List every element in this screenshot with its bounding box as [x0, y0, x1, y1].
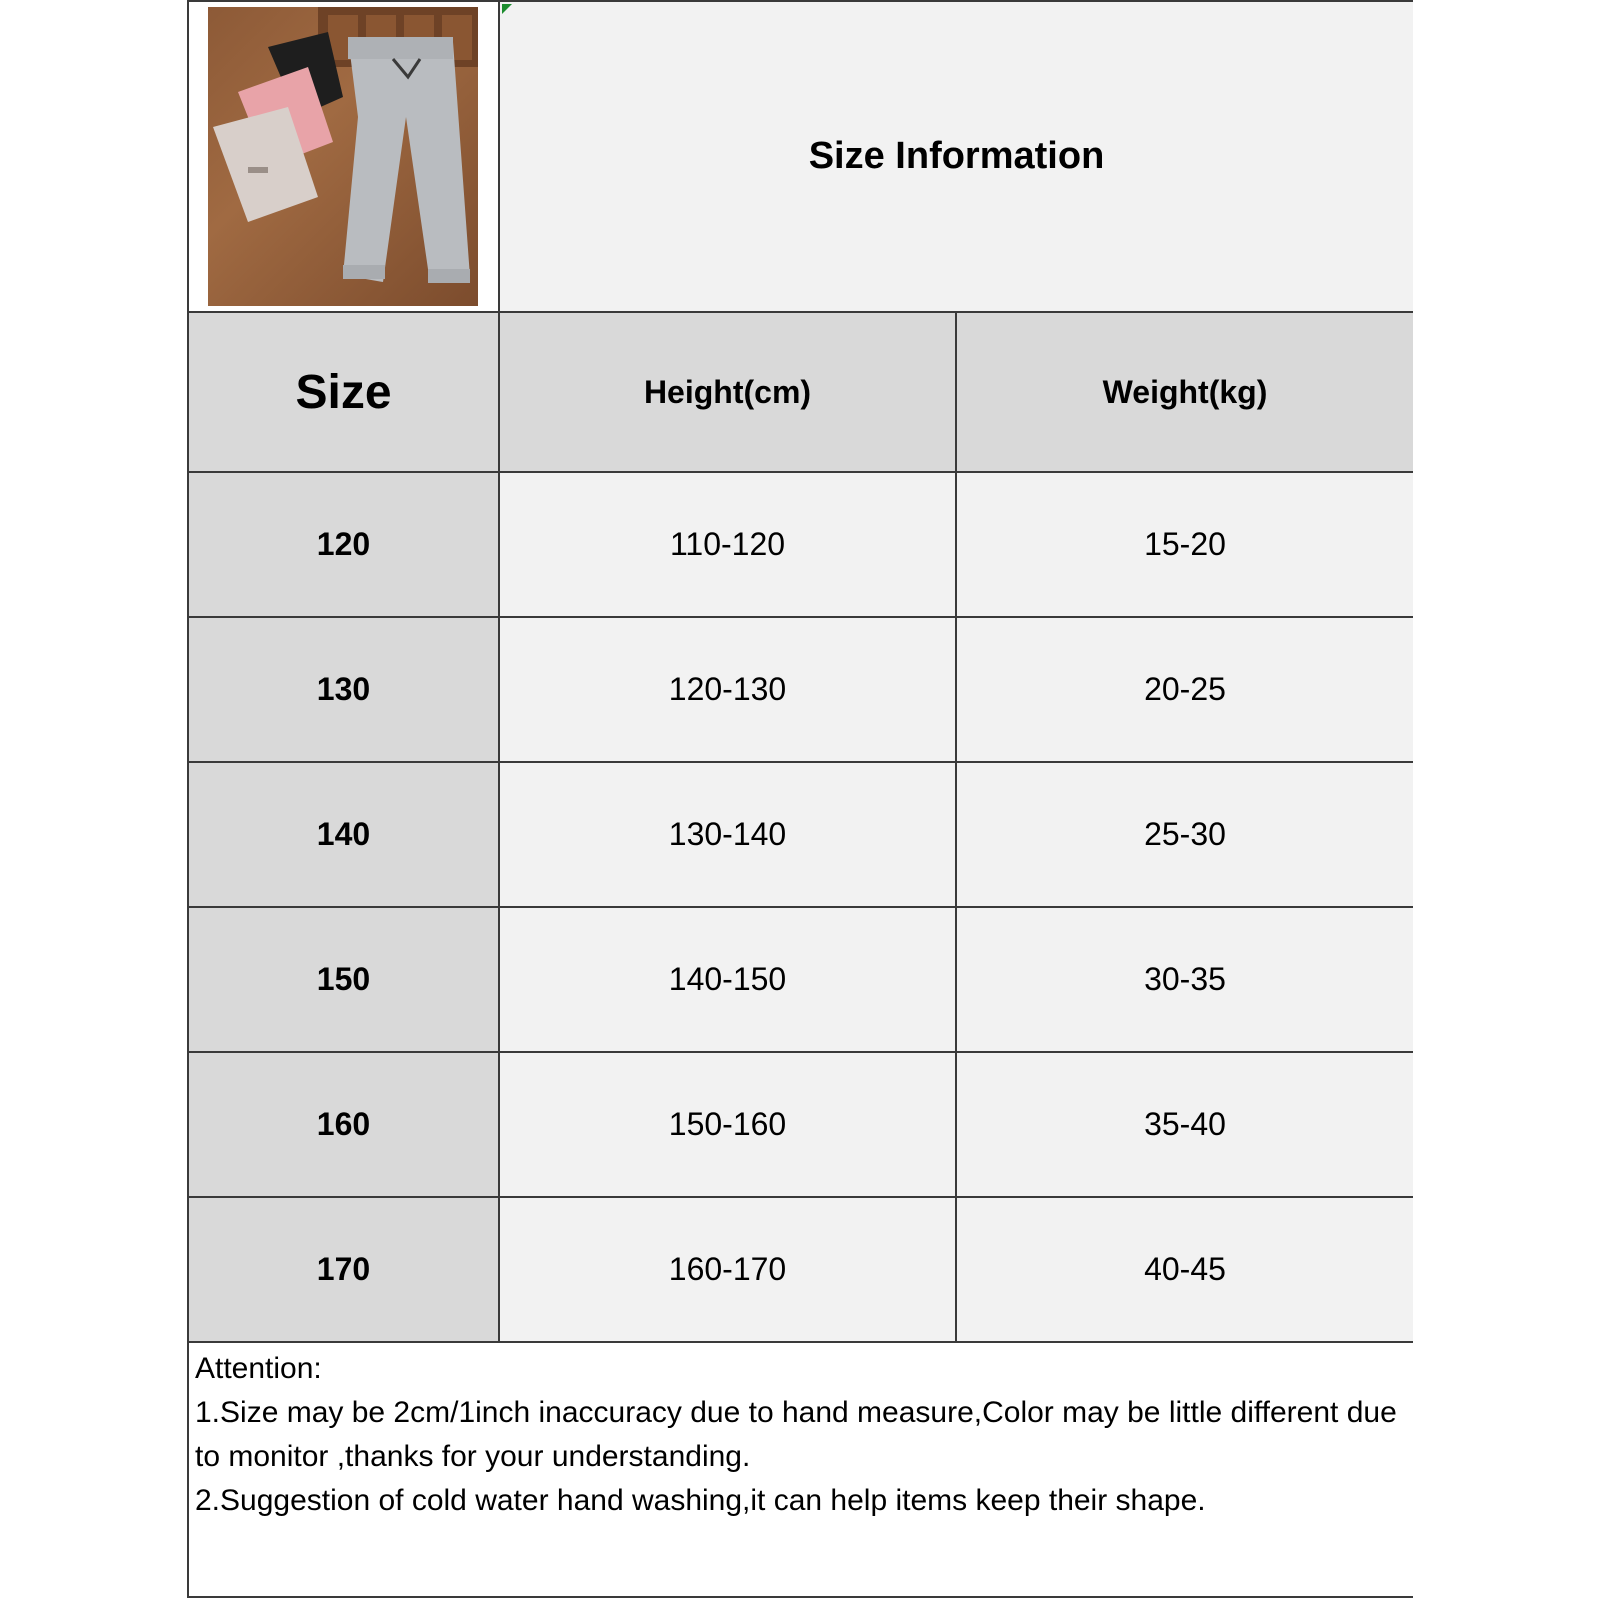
table-row-size — [189, 1198, 500, 1343]
attention-notes — [189, 1343, 1413, 1596]
weight-value: 35-40 — [1144, 1106, 1226, 1142]
weight-value: 15-20 — [1144, 526, 1226, 562]
notes-line-1: 1.Size may be 2cm/1inch inaccuracy due to hand measure,Color may be little different due to monitor ,thanks for your understanding. — [195, 1396, 1397, 1473]
table-row-size — [189, 1053, 500, 1198]
height-value: 130-140 — [668, 816, 787, 852]
size-table — [189, 2, 1411, 1596]
table-row-size — [189, 618, 500, 763]
size-chart — [187, 0, 1413, 1598]
table-row-weight — [957, 1053, 1413, 1198]
table-row-weight — [957, 1198, 1413, 1343]
table-row-height — [500, 908, 957, 1053]
table-row-size — [189, 473, 500, 618]
size-value: 140 — [316, 816, 371, 852]
notes-heading: Attention: — [195, 1352, 322, 1385]
table-row-size — [189, 763, 500, 908]
jogger-pants-illustration — [208, 7, 478, 306]
table-row-height — [500, 1053, 957, 1198]
page-title: Size Information — [808, 135, 1105, 177]
weight-value: 20-25 — [1144, 671, 1226, 707]
weight-value: 40-45 — [1144, 1251, 1226, 1287]
cell-corner-marker — [502, 4, 512, 14]
table-row-height — [500, 763, 957, 908]
size-value: 130 — [316, 671, 371, 707]
table-row-weight — [957, 908, 1413, 1053]
height-value: 160-170 — [668, 1251, 787, 1287]
header-height-label: Height(cm) — [643, 373, 812, 410]
title-cell — [500, 2, 1413, 313]
product-photo-cell — [189, 2, 500, 313]
height-value: 140-150 — [668, 961, 787, 997]
table-row-height — [500, 618, 957, 763]
height-value: 110-120 — [669, 526, 786, 562]
header-weight-label: Weight(kg) — [1102, 373, 1268, 410]
weight-value: 25-30 — [1144, 816, 1226, 852]
header-size — [189, 313, 500, 473]
size-value: 170 — [316, 1251, 371, 1287]
table-row-weight — [957, 618, 1413, 763]
table-row-height — [500, 473, 957, 618]
notes-line-2: 2.Suggestion of cold water hand washing,it can help items keep their shape. — [195, 1484, 1206, 1517]
weight-value: 30-35 — [1144, 961, 1226, 997]
header-weight — [957, 313, 1413, 473]
table-row-weight — [957, 473, 1413, 618]
header-size-label: Size — [295, 365, 392, 419]
size-value: 150 — [316, 961, 371, 997]
table-row-weight — [957, 763, 1413, 908]
header-height — [500, 313, 957, 473]
table-row-size — [189, 908, 500, 1053]
size-value: 120 — [316, 526, 371, 562]
height-value: 120-130 — [668, 671, 787, 707]
size-value: 160 — [316, 1106, 371, 1142]
table-row-height — [500, 1198, 957, 1343]
product-photo — [208, 7, 478, 306]
height-value: 150-160 — [668, 1106, 787, 1142]
